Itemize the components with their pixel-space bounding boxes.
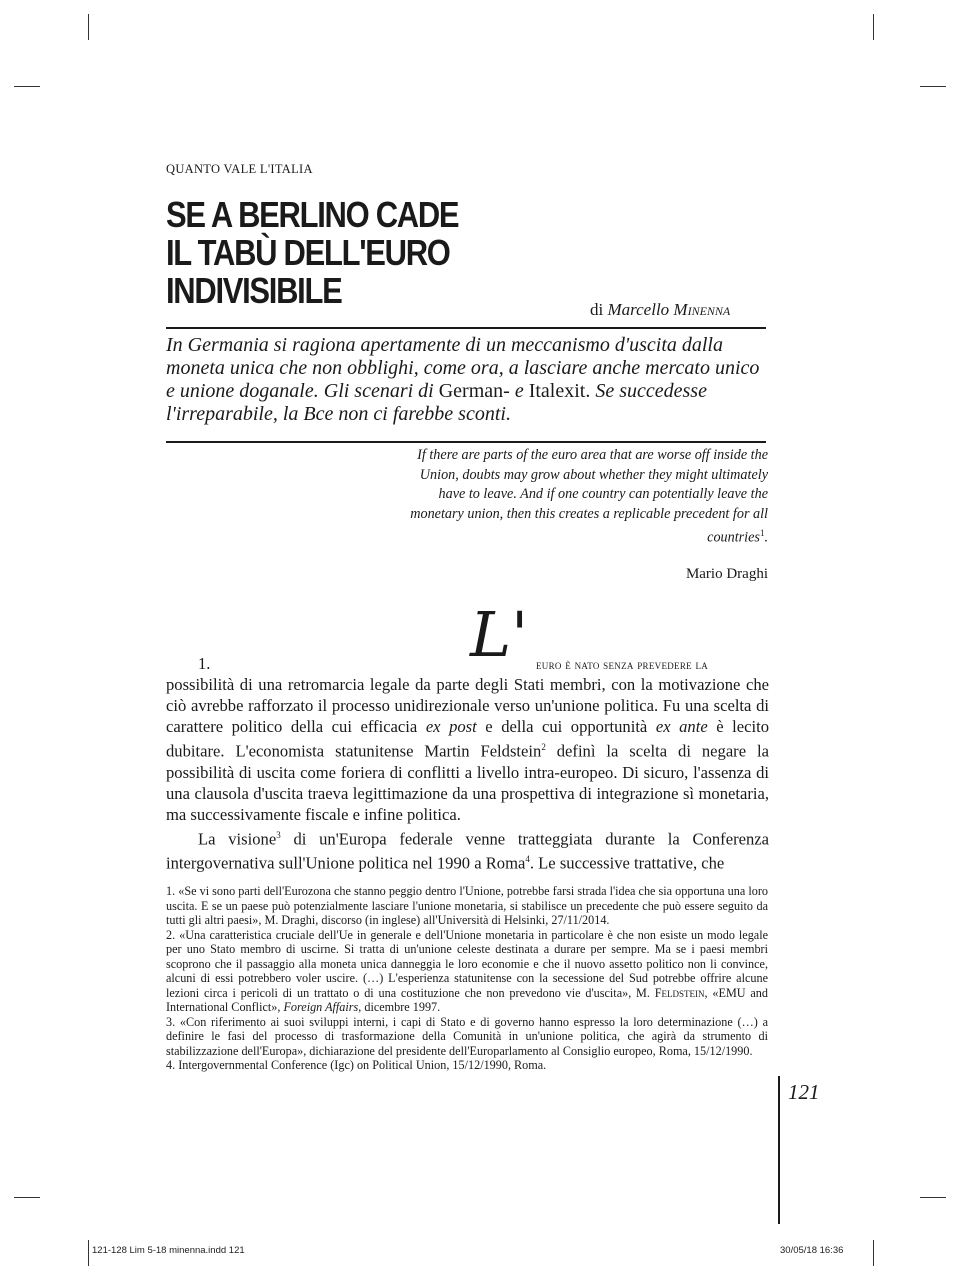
epigraph-quote bbox=[400, 446, 768, 548]
section-kicker: QUANTO VALE L'ITALIA bbox=[166, 162, 313, 176]
body-paragraph bbox=[166, 674, 769, 825]
footnotes bbox=[166, 884, 768, 1073]
byline-prefix: di bbox=[590, 300, 604, 319]
slug-date: 30/05/18 16:36 bbox=[780, 1245, 844, 1256]
author-last-name: Minenna bbox=[673, 300, 731, 319]
text: . Le successive trattative, che bbox=[529, 853, 725, 873]
text: , dicembre 1997. bbox=[358, 1000, 441, 1014]
slug-file: 121-128 Lim 5-18 minenna.indd 121 bbox=[92, 1245, 245, 1256]
epigraph-text: If there are parts of the euro area that are worse off inside the Union, doubts may grow about whether they might ultimately have to leave. And if one country can potentially leave the monetary union, then this creates a replicable precedent for all countries bbox=[410, 447, 768, 546]
footnote-ref[interactable]: 1 bbox=[759, 528, 765, 538]
text: possibilità di una retromarcia legale da parte degli Stati membri, con la motivazione che ciò avrebbe rafforzato il processo unidirezionale verso un'unione politica. Fu una scelta di carattere politico della cui efficacia bbox=[166, 675, 769, 736]
text: di un'Europa federale venne tratteggiata durante la Conferenza intergovernativa sull'Unione politica nel 1990 a Roma bbox=[166, 829, 769, 873]
text: 2. «Una caratteristica cruciale dell'Ue in generale e dell'Unione monetaria in particolare è che non esiste un modo legale per uno Stato membro di uscirne. Si tratta di un'unione celeste destinata a durare per sempre. Ma se i paesi membri scoprono che il passaggio alla moneta unica danneggia le loro economie e che il nuovo assetto politico non li convince, alcuni di essi potrebbero voler uscire. (…) L'esperienza statunitense con la secessione del Sud potrebbe offrire alcune lezioni circa i pericoli di un trattato o di una costituzione che non prevedono vie d'uscita», M. bbox=[166, 927, 768, 1000]
crop-mark bbox=[920, 1197, 946, 1198]
author-byline bbox=[590, 300, 730, 320]
lead-text: In Germania si ragiona apertamente di un meccanismo d'uscita dalla moneta unica che non obblighi, come ora, a lasciare anche mercato unico e unione doganale. Gli scenari di bbox=[166, 334, 760, 402]
title-line: IL TABÙ DELL'EURO bbox=[166, 232, 450, 273]
crop-mark bbox=[88, 1240, 89, 1266]
section-number: 1. bbox=[198, 654, 211, 673]
footnote bbox=[166, 928, 768, 1015]
footnote: 3. «Con riferimento ai suoi sviluppi interni, i capi di Stato e di governo hanno espresso la loro determinazione (…) a definire le fasi del processo di trasformazione della Comunità in un'unione politica, che agirà da strumento di stabilizzazione dell'Europa», dichiarazione del presidente dell'Europarlamento al Consiglio europeo, Roma, 15/12/1990. bbox=[166, 1014, 768, 1058]
page-number-rule bbox=[778, 1076, 780, 1224]
footnote: 4. Intergovernmental Conference (Igc) on Political Union, 15/12/1990, Roma. bbox=[166, 1058, 547, 1072]
text: è lecito dubitare. L'economista statunitense Martin Feldstein bbox=[166, 717, 769, 761]
footnote-ref[interactable]: 2 bbox=[541, 742, 546, 752]
lead-italexit: Italexit. bbox=[528, 380, 591, 402]
crop-mark bbox=[873, 14, 874, 40]
author-first-name: Marcello bbox=[607, 300, 670, 319]
crop-mark bbox=[14, 86, 40, 87]
footnote-author: Feldstein bbox=[654, 985, 705, 1000]
italic-term: ex post bbox=[425, 717, 477, 736]
epigraph-end: . bbox=[764, 529, 768, 546]
text: e della cui opportunità bbox=[485, 717, 648, 736]
crop-mark bbox=[14, 1197, 40, 1198]
drop-cap: L' bbox=[470, 598, 529, 671]
page-number: 121 bbox=[788, 1080, 820, 1104]
italic-term: ex ante bbox=[655, 717, 708, 736]
footnote-ref[interactable]: 4 bbox=[525, 854, 530, 865]
lead-text-end: Se succedesse l'irreparabile, la Bce non ci farebbe sconti. bbox=[166, 380, 707, 425]
journal-title: Foreign Affairs bbox=[283, 1000, 359, 1014]
lead-rule bbox=[166, 441, 766, 443]
text: La visione bbox=[198, 829, 277, 849]
body-paragraph bbox=[166, 825, 769, 874]
lead-conjunction: e bbox=[514, 380, 524, 402]
lead-german: German- bbox=[438, 380, 510, 402]
epigraph-author: Mario Draghi bbox=[685, 566, 768, 582]
article-body bbox=[166, 674, 769, 874]
article-title bbox=[166, 196, 527, 310]
crop-mark bbox=[920, 86, 946, 87]
footnote: 1. «Se vi sono parti dell'Eurozona che stanno peggio dentro l'Unione, potrebbe farsi strada l'idea che sia opportuna una loro uscita. E se un paese può potenzialmente lasciare l'unione monetaria, si stabilisce un precedente che può essere seguito da tutti gli altri paesi», M. Draghi, discorso (in inglese) all'Università di Helsinki, 27/11/2014. bbox=[166, 884, 768, 927]
lead-paragraph bbox=[166, 334, 771, 426]
text: , «EMU and International Conflict», bbox=[166, 985, 768, 1014]
title-line: SE A BERLINO CADE bbox=[166, 194, 459, 235]
text: definì la scelta di negare la possibilità di uscita come foriera di conflitti a livello intra-europeo. Di sicuro, l'assenza di una clausola d'uscita traeva legittimazione da una prospettiva di integrazione sì monetaria, ma successivamente fiscale e infine politica. bbox=[166, 741, 769, 824]
first-line-smallcaps: euro è nato senza prevedere la bbox=[536, 657, 709, 672]
crop-mark bbox=[88, 14, 89, 40]
title-line: INDIVISIBILE bbox=[166, 270, 342, 311]
crop-mark bbox=[873, 1240, 874, 1266]
title-rule bbox=[166, 327, 766, 329]
footnote-ref[interactable]: 3 bbox=[276, 829, 281, 840]
